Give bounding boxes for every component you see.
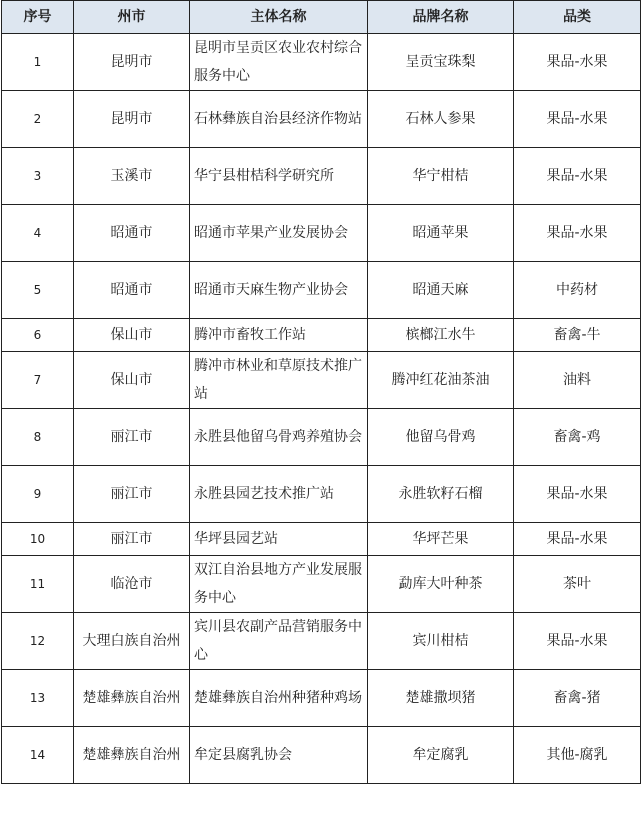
- cell-subject: 永胜县园艺技术推广站: [190, 466, 368, 523]
- cell-seq: 6: [2, 319, 74, 352]
- cell-brand: 楚雄撒坝猪: [368, 670, 514, 727]
- cell-seq: 13: [2, 670, 74, 727]
- cell-category: 其他-腐乳: [514, 727, 641, 784]
- cell-brand: 腾冲红花油茶油: [368, 352, 514, 409]
- cell-brand: 宾川柑桔: [368, 613, 514, 670]
- cell-seq: 12: [2, 613, 74, 670]
- header-brand: 品牌名称: [368, 1, 514, 34]
- table-row: [2, 466, 641, 523]
- cell-category: 茶叶: [514, 556, 641, 613]
- brand-table: [1, 0, 641, 784]
- cell-city: 丽江市: [74, 466, 190, 523]
- header-city: 州市: [74, 1, 190, 34]
- header-category: 品类: [514, 1, 641, 34]
- cell-brand: 石林人参果: [368, 91, 514, 148]
- cell-city: 保山市: [74, 319, 190, 352]
- cell-seq: 8: [2, 409, 74, 466]
- cell-seq: 14: [2, 727, 74, 784]
- cell-subject: 楚雄彝族自治州种猪种鸡场: [190, 670, 368, 727]
- cell-subject: 华坪县园艺站: [190, 523, 368, 556]
- cell-subject: 昆明市呈贡区农业农村综合服务中心: [190, 34, 368, 91]
- table-row: [2, 523, 641, 556]
- cell-seq: 11: [2, 556, 74, 613]
- cell-subject: 昭通市苹果产业发展协会: [190, 205, 368, 262]
- cell-category: 果品-水果: [514, 205, 641, 262]
- cell-category: 中药材: [514, 262, 641, 319]
- cell-brand: 勐库大叶种茶: [368, 556, 514, 613]
- cell-brand: 牟定腐乳: [368, 727, 514, 784]
- table-row: [2, 352, 641, 409]
- cell-category: 畜禽-猪: [514, 670, 641, 727]
- table-row: [2, 409, 641, 466]
- cell-city: 楚雄彝族自治州: [74, 670, 190, 727]
- cell-city: 楚雄彝族自治州: [74, 727, 190, 784]
- cell-subject: 华宁县柑桔科学研究所: [190, 148, 368, 205]
- cell-city: 大理白族自治州: [74, 613, 190, 670]
- table-row: [2, 670, 641, 727]
- cell-seq: 3: [2, 148, 74, 205]
- cell-city: 丽江市: [74, 409, 190, 466]
- cell-subject: 腾冲市林业和草原技术推广站: [190, 352, 368, 409]
- cell-city: 昆明市: [74, 34, 190, 91]
- cell-category: 果品-水果: [514, 523, 641, 556]
- cell-brand: 昭通苹果: [368, 205, 514, 262]
- table-row: [2, 727, 641, 784]
- cell-category: 果品-水果: [514, 466, 641, 523]
- header-subject: 主体名称: [190, 1, 368, 34]
- cell-subject: 石林彝族自治县经济作物站: [190, 91, 368, 148]
- cell-category: 果品-水果: [514, 91, 641, 148]
- cell-city: 玉溪市: [74, 148, 190, 205]
- header-seq: 序号: [2, 1, 74, 34]
- cell-seq: 7: [2, 352, 74, 409]
- cell-category: 果品-水果: [514, 34, 641, 91]
- cell-city: 昭通市: [74, 262, 190, 319]
- cell-category: 果品-水果: [514, 613, 641, 670]
- cell-city: 昭通市: [74, 205, 190, 262]
- table-row: [2, 319, 641, 352]
- cell-category: 油料: [514, 352, 641, 409]
- table-row: [2, 148, 641, 205]
- cell-brand: 华坪芒果: [368, 523, 514, 556]
- table-row: [2, 556, 641, 613]
- cell-seq: 1: [2, 34, 74, 91]
- cell-seq: 5: [2, 262, 74, 319]
- cell-brand: 呈贡宝珠梨: [368, 34, 514, 91]
- cell-subject: 牟定县腐乳协会: [190, 727, 368, 784]
- cell-subject: 宾川县农副产品营销服务中心: [190, 613, 368, 670]
- cell-brand: 昭通天麻: [368, 262, 514, 319]
- cell-seq: 10: [2, 523, 74, 556]
- cell-category: 果品-水果: [514, 148, 641, 205]
- table-row: [2, 34, 641, 91]
- cell-brand: 永胜软籽石榴: [368, 466, 514, 523]
- table-header-row: [2, 1, 641, 34]
- table-row: [2, 205, 641, 262]
- cell-subject: 双江自治县地方产业发展服务中心: [190, 556, 368, 613]
- cell-category: 畜禽-鸡: [514, 409, 641, 466]
- cell-subject: 昭通市天麻生物产业协会: [190, 262, 368, 319]
- cell-city: 昆明市: [74, 91, 190, 148]
- cell-seq: 4: [2, 205, 74, 262]
- cell-category: 畜禽-牛: [514, 319, 641, 352]
- cell-seq: 9: [2, 466, 74, 523]
- cell-subject: 腾冲市畜牧工作站: [190, 319, 368, 352]
- cell-city: 临沧市: [74, 556, 190, 613]
- cell-brand: 槟榔江水牛: [368, 319, 514, 352]
- cell-seq: 2: [2, 91, 74, 148]
- table-row: [2, 613, 641, 670]
- table-row: [2, 262, 641, 319]
- cell-brand: 他留乌骨鸡: [368, 409, 514, 466]
- cell-subject: 永胜县他留乌骨鸡养殖协会: [190, 409, 368, 466]
- table-row: [2, 91, 641, 148]
- cell-city: 丽江市: [74, 523, 190, 556]
- cell-city: 保山市: [74, 352, 190, 409]
- cell-brand: 华宁柑桔: [368, 148, 514, 205]
